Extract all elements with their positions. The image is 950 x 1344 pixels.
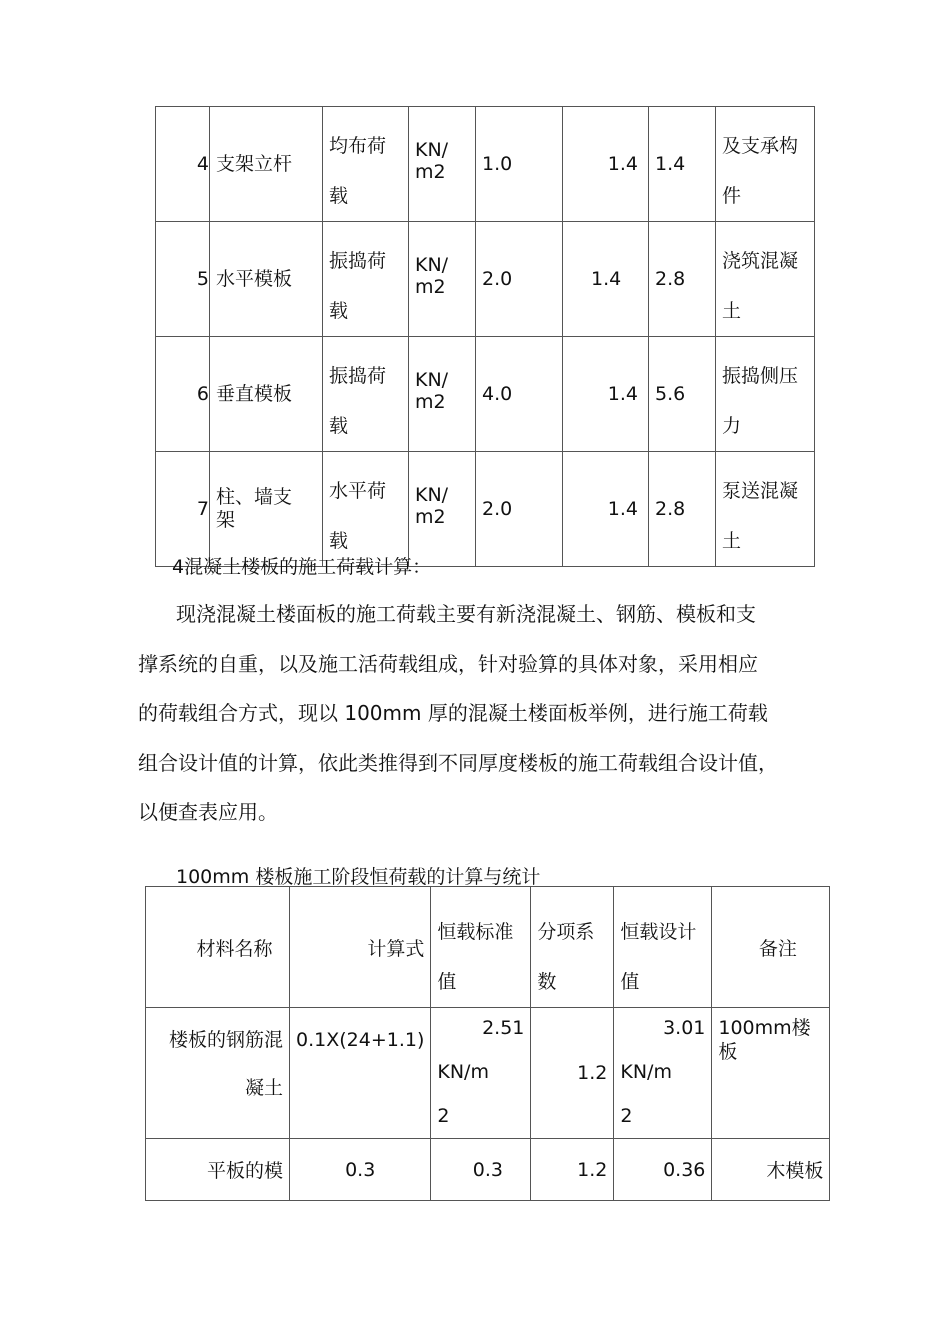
table-row: [156, 452, 815, 567]
design-value-cell: 2.8: [649, 452, 716, 567]
note-cell: 振捣侧压力: [716, 337, 815, 452]
item-name-cell: 水平模板: [210, 222, 323, 337]
table-row: [156, 107, 815, 222]
table-row: [146, 1008, 830, 1139]
paragraph-line: 现浇混凝土楼面板的施工荷载主要有新浇混凝土、钢筋、模板和支: [176, 602, 756, 626]
load-type-cell: 振捣荷载: [323, 222, 409, 337]
table-header-row: [146, 887, 830, 1008]
note-cell: 泵送混凝土: [716, 452, 815, 567]
paragraph-line: 以便查表应用。: [138, 800, 278, 824]
formula-cell: 0.3: [290, 1139, 431, 1201]
row-number-cell: 4: [156, 107, 210, 222]
factor-cell: 1.4: [563, 337, 649, 452]
factor-cell: 1.4: [563, 107, 649, 222]
header-cell: 备注: [712, 887, 830, 1008]
body-paragraph: [138, 590, 838, 838]
factor-cell: 1.2: [531, 1008, 614, 1139]
std-value-cell: 1.0: [476, 107, 563, 222]
design-value-cell: 0.36: [614, 1139, 712, 1201]
load-type-cell: 振捣荷载: [323, 337, 409, 452]
item-name-cell: 柱、墙支架: [210, 452, 323, 567]
std-value-cell: 4.0: [476, 337, 563, 452]
note-cell: 浇筑混凝土: [716, 222, 815, 337]
note-cell: 木模板: [712, 1139, 830, 1201]
design-value-cell: 1.4: [649, 107, 716, 222]
row-number-cell: 5: [156, 222, 210, 337]
header-cell: 计算式: [290, 887, 431, 1008]
std-unit: KN/m2: [437, 1061, 489, 1127]
design-value-cell: 2.8: [649, 222, 716, 337]
factor-cell: 1.2: [531, 1139, 614, 1201]
header-cell: 分项系数: [531, 887, 614, 1008]
table-row: [156, 222, 815, 337]
header-cell: 材料名称: [146, 887, 290, 1008]
table-row: [156, 337, 815, 452]
row-number-cell: 6: [156, 337, 210, 452]
std-value-cell: [431, 1008, 531, 1139]
material-name-cell: 平板的模: [146, 1139, 290, 1201]
section-title: 4混凝土楼板的施工荷载计算：: [172, 556, 432, 578]
load-type-cell: 均布荷载: [323, 107, 409, 222]
factor-cell: 1.4: [563, 222, 649, 337]
row-number-cell: 7: [156, 452, 210, 567]
material-name-cell: 楼板的钢筋混凝土: [146, 1008, 290, 1139]
paragraph-line: 的荷载组合方式，现以 100mm 厚的混凝土楼面板举例，进行施工荷载: [138, 701, 768, 725]
item-name-cell: 垂直模板: [210, 337, 323, 452]
unit-cell: KN/m2: [409, 107, 476, 222]
std-value: 2.51: [482, 1017, 525, 1039]
unit-cell: KN/m2: [409, 337, 476, 452]
header-cell: 恒载设计值: [614, 887, 712, 1008]
design-value-cell: 5.6: [649, 337, 716, 452]
table-caption: 100mm 楼板施工阶段恒荷载的计算与统计: [176, 866, 541, 888]
note-cell: 100mm楼板: [712, 1008, 830, 1139]
load-type-cell: 水平荷载: [323, 452, 409, 567]
table-row: [146, 1139, 830, 1201]
paragraph-line: 撑系统的自重，以及施工活荷载组成，针对验算的具体对象，采用相应: [138, 651, 758, 676]
std-value-cell: 2.0: [476, 222, 563, 337]
header-cell: 恒载标准值: [431, 887, 531, 1008]
paragraph-line: 组合设计值的计算，依此类推得到不同厚度楼板的施工荷载组合设计值，: [138, 750, 778, 775]
std-value-cell: 0.3: [431, 1139, 531, 1201]
factor-cell: 1.4: [563, 452, 649, 567]
formula-cell: 0.1X(24+1.1): [290, 1008, 431, 1139]
design-unit: KN/m2: [620, 1061, 672, 1127]
design-value-cell: [614, 1008, 712, 1139]
unit-cell: KN/m2: [409, 222, 476, 337]
load-table: [155, 106, 815, 567]
unit-cell: KN/m2: [409, 452, 476, 567]
note-cell: 及支承构件: [716, 107, 815, 222]
design-value: 3.01: [663, 1017, 706, 1039]
dead-load-table: [145, 886, 830, 1201]
std-value-cell: 2.0: [476, 452, 563, 567]
item-name-cell: 支架立杆: [210, 107, 323, 222]
